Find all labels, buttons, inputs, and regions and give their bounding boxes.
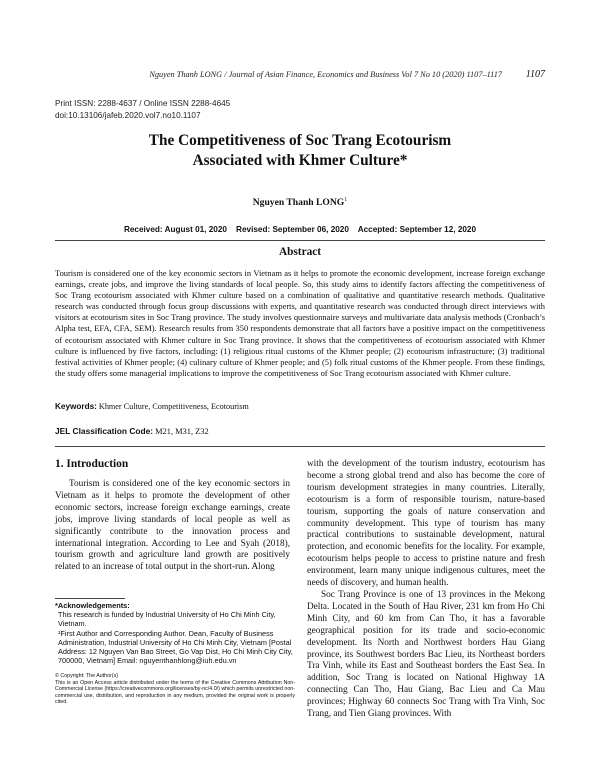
intro-paragraph-2: with the development of the tourism industry, ecotourism has become a strong global trend and also has become the core of tourism development strategies in many countries. Literally, ecotourism is a form of responsible tourism, nature-based tourism, supporting the goals of nature conservation and community development. This type of tourism has many practical contributions to sustainable development, natural protection, and economic benefits for the locality. For example, ecotourism helps people to access to pristine nature and fresh environment, learn many unique indigenous cultures, meet the needs of discovery, and human health. — [307, 459, 545, 589]
running-head: Nguyen Thanh LONG / Journal of Asian Finance, Economics and Business Vol 7 No 10 (2020) 1107–1117 — [149, 70, 502, 79]
copyright-block — [55, 673, 295, 706]
abstract-heading: Abstract — [278, 246, 322, 258]
jel-value: M21, M31, Z32 — [153, 427, 209, 436]
title-line-2: Associated with Khmer Culture* — [192, 152, 408, 169]
title-line-1: The Competitiveness of Soc Trang Ecotourism — [148, 132, 452, 149]
intro-left-column — [55, 479, 290, 574]
doi-line: doi:10.13106/jafeb.2020.vol7.no10.1107 — [55, 110, 201, 120]
divider-top — [55, 240, 545, 241]
abstract-body: Tourism is considered one of the key economic sectors in Vietnam as it helps to promote the economic development, increase foreign exchange earnings, create jobs, and improve the living standards of local people. So, this study aims to identify factors affecting the competitiveness of Soc Trang ecotourism associated with Khmer culture based on a combination of qualitative and quantitative research methods. Qualitative research was conducted through focus group discussions with experts, and quantitative research was conducted through direct interviews with visitors at ecotourism sites in Soc Trang province. The study involves questionnaire surveys and multivariate data analysis methods (Cronbach’s Alpha test, EFA, CFA, SEM). Research results from 350 respondents demonstrate that all factors have a positive impact on the competitiveness of ecotourism associated with Khmer culture in Soc Trang province. It shows that the competitiveness of ecotourism associated with Khmer culture is influenced by five factors, including: (1) religious ritual customs of the Khmer people; (2) ecotourism infrastructure; (3) traditional festival activities of Khmer people; (4) culinary culture of Khmer people; and (5) folk ritual customs of the Khmer people. From these findings, the study offers some managerial implications to improve the competitiveness of Soc Trang ecotourism associated with Khmer culture. — [55, 268, 545, 378]
submission-dates: Received: August 01, 2020 Revised: September 06, 2020 Accepted: September 12, 2020 — [123, 225, 477, 234]
acknowledgements-text: This research is funded by Industrial University of Ho Chi Minh City, Vietnam. — [58, 610, 276, 629]
footnotes — [55, 610, 295, 666]
intro-paragraph-1: Tourism is considered one of the key economic sectors in Vietnam as it helps to promote the development of other economic sectors, increase foreign exchange earnings, create jobs, improve living standards of local people as well as significantly contribute to the innovation process and international integration. According to Lee and Syah (2018), tourism growth and agriculture land growth are positively related to an increase of total output in the short-run. Along — [55, 479, 290, 573]
keywords-line — [55, 402, 545, 411]
intro-right-column — [307, 459, 545, 721]
license-text: This is an Open Access article distributed under the terms of the Creative Commons Attribution Non-Commercial License (https://creativecommons.org/licenses/by-nc/4.0/) which permits unrestricted non-commercial use, distribution, and reproduction in any medium, provided the original work is properly cited. — [55, 679, 295, 706]
author-footnote: ¹First Author and Corresponding Author. Dean, Faculty of Business Administration, Industrial University of Ho Chi Minh City, Vietnam [Postal Address: 12 Nguyen Van Bao Street, Go Vap Dist, Ho Chi Minh City City, 700000, Vietnam] Email: nguyenthanhlong@iuh.edu.vn — [58, 628, 293, 666]
issn-line: Print ISSN: 2288-4637 / Online ISSN 2288-4645 — [55, 99, 231, 108]
keywords-label: Keywords: — [55, 402, 97, 411]
intro-paragraph-3: Soc Trang Province is one of 13 provinces in the Mekong Delta. Located in the South of Hau River, 231 km from Ho Chi Minh City, and 60 km from Can Tho, it has a favorable geographical position for its trade and socio-economic development. Its North and Northwest borders Hau Giang province, its Southwest borders Bac Lieu, its Northeast borders Tra Vinh, while its East and Southeast borders the East Sea. In addition, Soc Trang is located on National Highway 1A connecting Can Tho, Hau Giang, Bac Lieu and Ca Mau provinces; Highway 60 connects Soc Trang with Tra Vinh, Soc Trang, and Tien Giang provinces. With — [307, 589, 545, 720]
jel-label: JEL Classification Code: — [55, 426, 154, 436]
divider-bottom — [55, 446, 545, 447]
author-line — [40, 197, 560, 208]
author-affiliation-mark: 1 — [344, 197, 348, 203]
acknowledgements-heading: *Acknowledgements: — [55, 601, 130, 610]
jel-line — [55, 426, 545, 436]
footnote-divider — [55, 598, 125, 599]
keywords-value: Khmer Culture, Competitiveness, Ecotourism — [96, 402, 249, 411]
copyright-line: © Copyright: The Author(s) — [55, 673, 118, 679]
section-heading-introduction: 1. Introduction — [55, 458, 129, 470]
article-title — [40, 131, 560, 171]
issn-block — [55, 98, 230, 121]
page-number: 1107 — [525, 69, 545, 80]
author-name: Nguyen Thanh LONG — [252, 197, 345, 209]
